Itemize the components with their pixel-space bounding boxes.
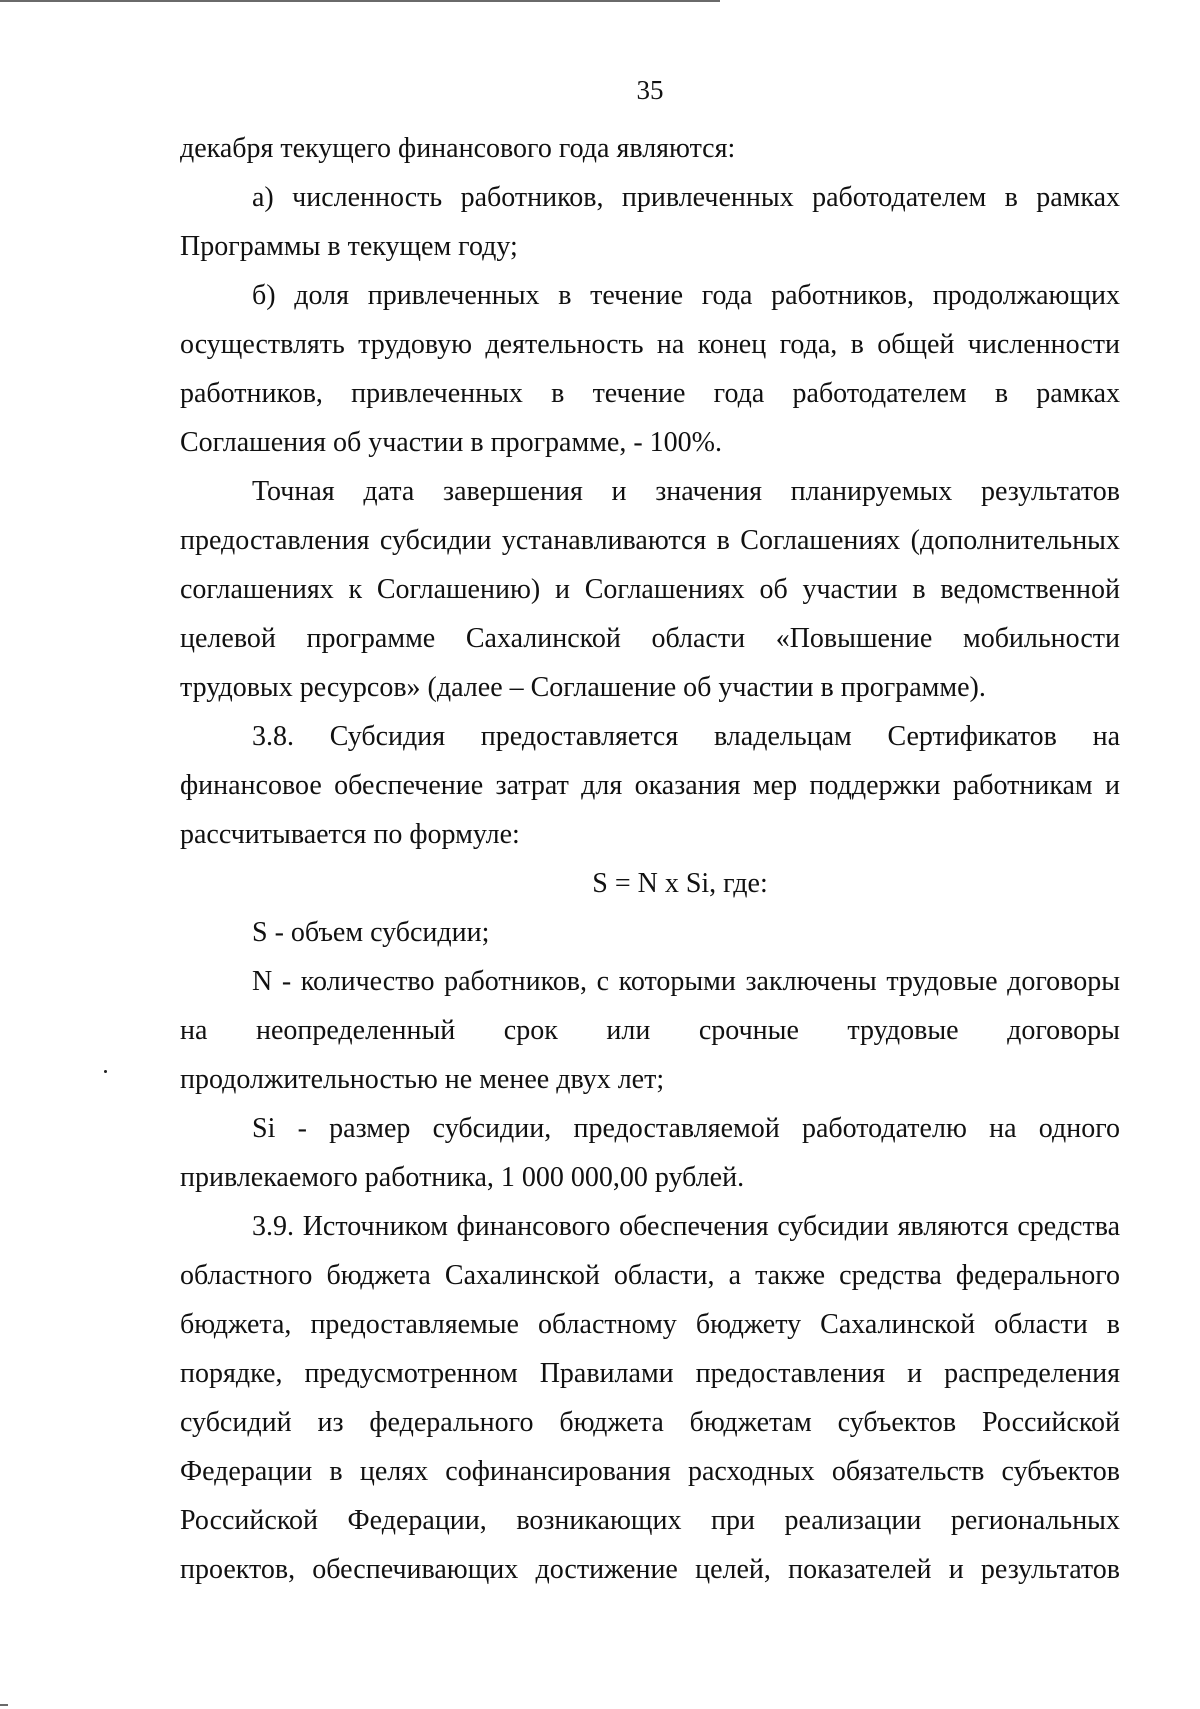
definition-s: S - объем субсидии; xyxy=(252,917,490,948)
paragraph-completion-date: Точная дата завершения и значения планируемых результатов предоставления субсидии устанавливаются в Соглашениях (дополнительных соглашениях к Соглашению) и Соглашениях об участии в ведомственной целевой программе Сахалинской области «Повышение мобильности трудовых ресурсов» (далее – Соглашение об участии в программе). xyxy=(180,476,1120,703)
paragraph-3-9: 3.9. Источником финансового обеспечения субсидии являются средства областного бюджета Сахалинской области, а также средства федерального бюджета, предоставляемые областному бюджету Сахалинской области в порядке, предусмотренном Правилами предоставления и распределения субсидий из федерального бюджета бюджетам субъектов Российской Федерации в целях софинансирования расходных обязательств субъектов Российской Федерации, возникающих при реализации региональных проектов, обеспечивающих достижение целей, показателей и результатов xyxy=(180,1211,1120,1585)
scan-speck xyxy=(104,1070,107,1073)
page-number: 35 xyxy=(636,75,664,105)
paragraph-3-8: 3.8. Субсидия предоставляется владельцам Сертификатов на финансовое обеспечение затрат для оказания мер поддержки работникам и рассчитывается по формуле: xyxy=(180,721,1120,850)
definition-n: N - количество работников, с которыми заключены трудовые договоры на неопределенный срок или срочные трудовые договоры продолжительностью не менее двух лет; xyxy=(180,966,1120,1095)
document-page xyxy=(180,70,1120,1594)
formula: S = N x Si, где: xyxy=(592,868,768,899)
definition-si: Si - размер субсидии, предоставляемой работодателю на одного привлекаемого работника, 1 000 000,00 рублей. xyxy=(180,1113,1120,1193)
paragraph-intro: декабря текущего финансового года являются: xyxy=(180,133,736,164)
scan-edge-top xyxy=(0,0,720,2)
list-item-b: б) доля привлеченных в течение года работников, продолжающих осуществлять трудовую деятельность на конец года, в общей численности работников, привлеченных в течение года работодателем в рамках Соглашения об участии в программе, - 100%. xyxy=(180,280,1120,458)
list-item-a: а) численность работников, привлеченных работодателем в рамках Программы в текущем году; xyxy=(180,182,1120,262)
scan-edge-bottom xyxy=(0,1704,8,1706)
